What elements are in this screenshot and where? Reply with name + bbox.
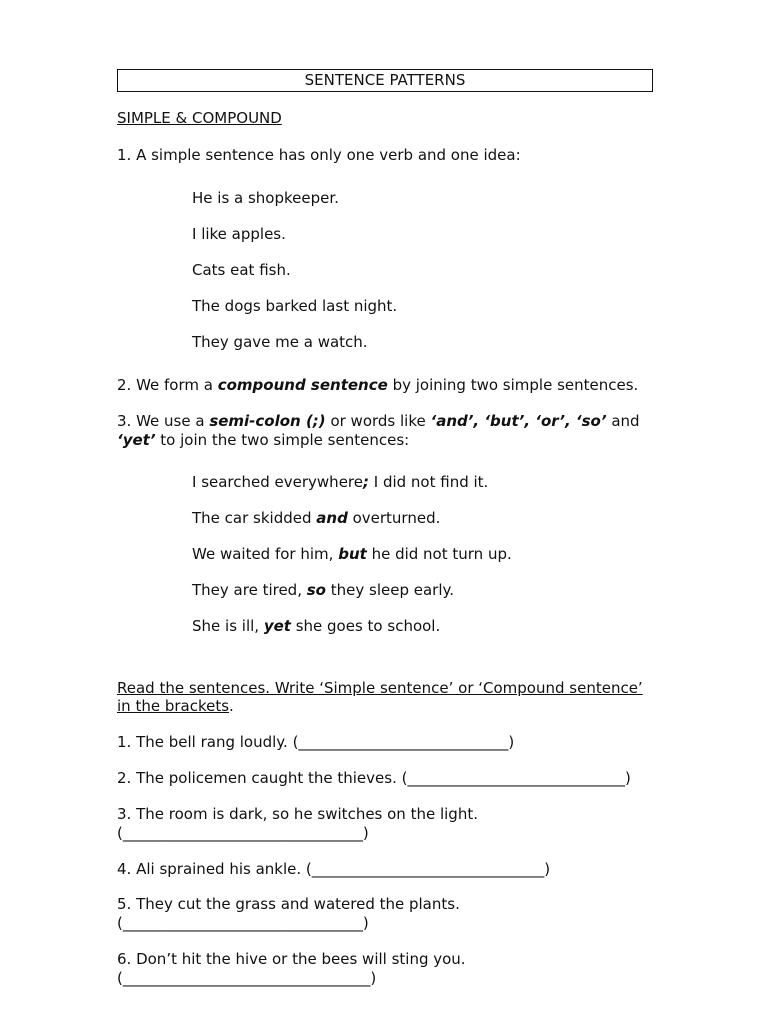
exercise-answer-blank[interactable]: (________________________________) bbox=[117, 914, 369, 932]
example-text: overturned. bbox=[347, 509, 441, 527]
rule-3-words: ‘and’, ‘but’, ‘or’, ‘so’ bbox=[430, 412, 607, 430]
compound-example bbox=[192, 473, 488, 491]
example-text: They are tired, bbox=[192, 581, 307, 599]
exercise-item: 5. They cut the grass and watered the plants. bbox=[117, 895, 460, 913]
example-conjunction: yet bbox=[263, 617, 291, 635]
rule-3-line-2 bbox=[117, 431, 409, 449]
example-text: The car skidded bbox=[192, 509, 317, 527]
rule-3-and: and bbox=[606, 412, 640, 430]
rule-2 bbox=[117, 376, 638, 394]
rule-3-suffix: to join the two simple sentences: bbox=[155, 431, 410, 449]
compound-example bbox=[192, 509, 440, 527]
example-conjunction: so bbox=[306, 581, 326, 599]
simple-example: I like apples. bbox=[192, 225, 286, 243]
example-text: She is ill, bbox=[192, 617, 264, 635]
example-text: I searched everywhere bbox=[192, 473, 363, 491]
simple-example: He is a shopkeeper. bbox=[192, 189, 339, 207]
rule-3-line-1 bbox=[117, 412, 640, 430]
worksheet-title: SENTENCE PATTERNS bbox=[117, 69, 653, 92]
instruction-line-2-text: in the brackets bbox=[117, 697, 230, 715]
section-heading: SIMPLE & COMPOUND bbox=[117, 109, 282, 127]
exercise-answer-blank[interactable]: (_________________________________) bbox=[117, 969, 377, 987]
example-conjunction: but bbox=[338, 545, 367, 563]
rule-3-mid: or words like bbox=[325, 412, 431, 430]
example-text: they sleep early. bbox=[325, 581, 455, 599]
rule-3-yet: ‘yet’ bbox=[117, 431, 156, 449]
example-text: he did not turn up. bbox=[366, 545, 512, 563]
rule-1: 1. A simple sentence has only one verb and one idea: bbox=[117, 146, 521, 164]
compound-example bbox=[192, 581, 454, 599]
simple-example: Cats eat fish. bbox=[192, 261, 291, 279]
instruction-line-1: Read the sentences. Write ‘Simple sentence’ or ‘Compound sentence’ bbox=[117, 679, 643, 697]
instruction-period: . bbox=[229, 697, 234, 715]
exercise-item[interactable]: 2. The policemen caught the thieves. (_____________________________) bbox=[117, 769, 631, 787]
example-conjunction: ; bbox=[362, 473, 369, 491]
exercise-item[interactable]: 4. Ali sprained his ankle. (_______________________________) bbox=[117, 860, 551, 878]
example-text: I did not find it. bbox=[368, 473, 489, 491]
rule-2-suffix: by joining two simple sentences. bbox=[387, 376, 639, 394]
rule-3-term: semi-colon (;) bbox=[209, 412, 326, 430]
example-text: We waited for him, bbox=[192, 545, 339, 563]
exercise-item: 6. Don’t hit the hive or the bees will sting you. bbox=[117, 950, 466, 968]
instruction-line-2 bbox=[117, 697, 234, 715]
simple-example: The dogs barked last night. bbox=[192, 297, 398, 315]
rule-3-prefix: 3. We use a bbox=[117, 412, 210, 430]
compound-example bbox=[192, 545, 512, 563]
exercise-answer-blank[interactable]: (________________________________) bbox=[117, 824, 369, 842]
rule-2-prefix: 2. We form a bbox=[117, 376, 218, 394]
example-conjunction: and bbox=[316, 509, 348, 527]
exercise-item[interactable]: 1. The bell rang loudly. (____________________________) bbox=[117, 733, 515, 751]
simple-example: They gave me a watch. bbox=[192, 333, 368, 351]
example-text: she goes to school. bbox=[290, 617, 441, 635]
compound-example bbox=[192, 617, 440, 635]
rule-2-term: compound sentence bbox=[217, 376, 388, 394]
exercise-item: 3. The room is dark, so he switches on the light. bbox=[117, 805, 478, 823]
